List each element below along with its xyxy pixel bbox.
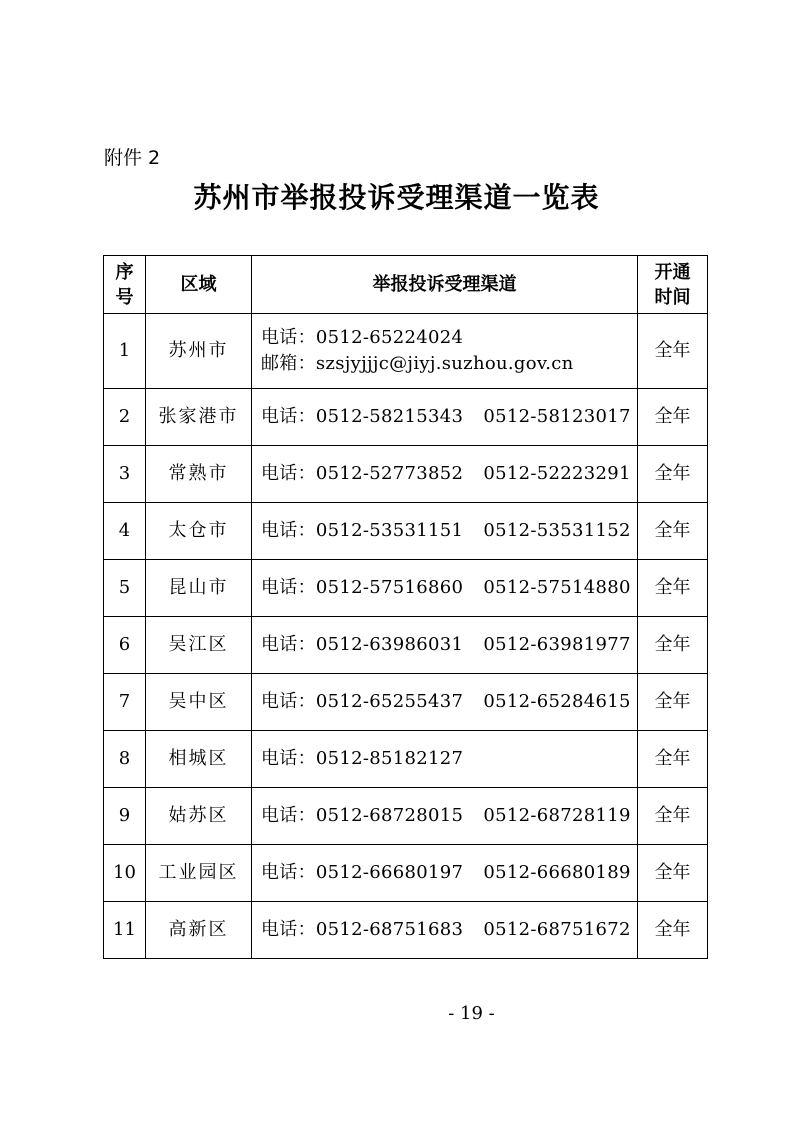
- row-hours: 全年: [638, 389, 708, 446]
- header-hours-line1: 开通: [654, 261, 691, 283]
- table-row: [104, 446, 708, 503]
- row-phone-1: 电话：0512-85182127: [261, 748, 464, 769]
- row-hours: 全年: [638, 560, 708, 617]
- table-header-row: [104, 256, 708, 314]
- row-phone-1: 电话：0512-65255437: [261, 691, 464, 712]
- header-region: 区域: [146, 256, 252, 314]
- row-phone-1: 电话：0512-68728015: [261, 805, 464, 826]
- row-phone-1: 电话：0512-52773852: [261, 463, 464, 484]
- row-phone-2: 0512-58123017: [483, 406, 631, 427]
- row-phone-2: 0512-63981977: [483, 634, 631, 655]
- row-channel: [252, 788, 638, 845]
- row-hours: 全年: [638, 314, 708, 389]
- row-channel: [252, 560, 638, 617]
- row-region: 太仓市: [146, 503, 252, 560]
- row-phone-2: 0512-57514880: [483, 577, 631, 598]
- row-seq: 9: [104, 788, 146, 845]
- table-row: [104, 731, 708, 788]
- row-region: 吴中区: [146, 674, 252, 731]
- row-seq: 1: [104, 314, 146, 389]
- table-row: [104, 314, 708, 389]
- table-row: [104, 560, 708, 617]
- complaint-channels-table: [103, 255, 708, 959]
- row-seq: 5: [104, 560, 146, 617]
- row-hours: 全年: [638, 845, 708, 902]
- row-channel: [252, 314, 638, 389]
- row-channel: [252, 446, 638, 503]
- row-region: 吴江区: [146, 617, 252, 674]
- row-channel: [252, 389, 638, 446]
- row-seq: 11: [104, 902, 146, 959]
- header-hours: [638, 256, 708, 314]
- row-phone-1: 电话：0512-68751683: [261, 919, 464, 940]
- row-region: 张家港市: [146, 389, 252, 446]
- row-phone-2: 0512-68751672: [483, 919, 631, 940]
- header-seq: [104, 256, 146, 314]
- row-seq: 8: [104, 731, 146, 788]
- table-row: [104, 845, 708, 902]
- row-seq: 2: [104, 389, 146, 446]
- row-hours: 全年: [638, 674, 708, 731]
- row-seq: 10: [104, 845, 146, 902]
- row-phone-2: 0512-68728119: [483, 805, 631, 826]
- row-seq: 4: [104, 503, 146, 560]
- table-row: [104, 617, 708, 674]
- attachment-label: 附件 2: [104, 147, 161, 169]
- row-phone-1: 电话：0512-57516860: [261, 577, 464, 598]
- table-row: [104, 788, 708, 845]
- table-row: [104, 902, 708, 959]
- row-channel: [252, 902, 638, 959]
- row-channel: [252, 845, 638, 902]
- row-region: 姑苏区: [146, 788, 252, 845]
- header-channel: 举报投诉受理渠道: [252, 256, 638, 314]
- row-phone-1: 电话：0512-58215343: [261, 406, 464, 427]
- row-hours: 全年: [638, 617, 708, 674]
- row-channel: [252, 503, 638, 560]
- row-region: 高新区: [146, 902, 252, 959]
- row-phone-2: 0512-52223291: [483, 463, 631, 484]
- row-seq: 3: [104, 446, 146, 503]
- row-channel: [252, 617, 638, 674]
- row-phone-1: 电话：0512-66680197: [261, 862, 464, 883]
- document-title: 苏州市举报投诉受理渠道一览表: [193, 181, 600, 214]
- row-phone-2: 0512-66680189: [483, 862, 631, 883]
- row-phone: 电话：0512-65224024: [261, 327, 464, 348]
- header-seq-line1: 序: [115, 261, 134, 283]
- row-hours: 全年: [638, 902, 708, 959]
- row-seq: 6: [104, 617, 146, 674]
- row-phone-2: 0512-53531152: [483, 520, 631, 541]
- row-hours: 全年: [638, 503, 708, 560]
- row-channel: [252, 674, 638, 731]
- header-seq-line2: 号: [115, 286, 134, 308]
- row-phone-1: 电话：0512-53531151: [261, 520, 464, 541]
- table-row: [104, 389, 708, 446]
- row-region: 常熟市: [146, 446, 252, 503]
- row-region: 苏州市: [146, 314, 252, 389]
- row-region: 工业园区: [146, 845, 252, 902]
- row-phone-1: 电话：0512-63986031: [261, 634, 464, 655]
- row-channel: [252, 731, 638, 788]
- row-hours: 全年: [638, 788, 708, 845]
- row-email: 邮箱：szsjyjjjc@jiyj.suzhou.gov.cn: [261, 353, 574, 374]
- row-phone-2: 0512-65284615: [483, 691, 631, 712]
- page-number: - 19 -: [448, 1003, 495, 1024]
- row-region: 相城区: [146, 731, 252, 788]
- row-seq: 7: [104, 674, 146, 731]
- header-hours-line2: 时间: [654, 286, 691, 308]
- row-hours: 全年: [638, 731, 708, 788]
- table-row: [104, 674, 708, 731]
- row-hours: 全年: [638, 446, 708, 503]
- row-region: 昆山市: [146, 560, 252, 617]
- table-row: [104, 503, 708, 560]
